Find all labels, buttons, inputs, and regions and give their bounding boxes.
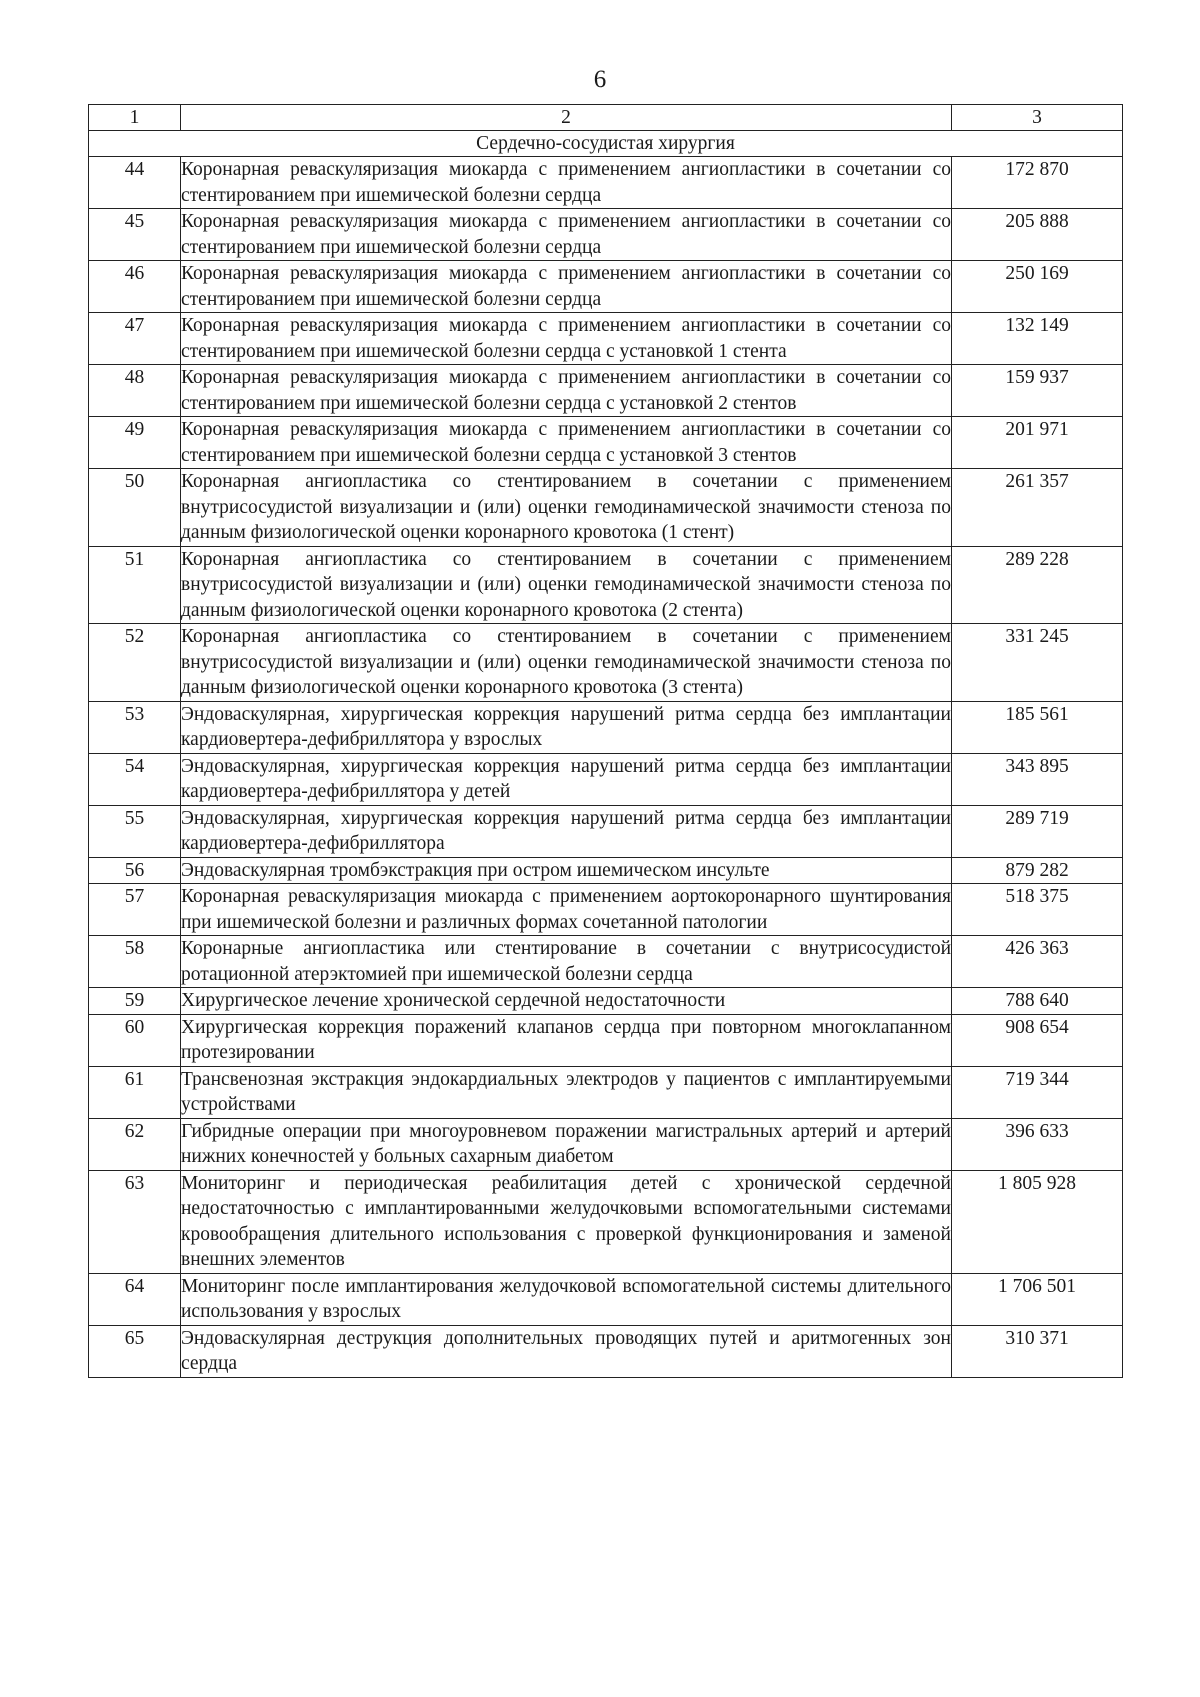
table-row <box>89 936 1123 988</box>
table-row <box>89 546 1123 624</box>
row-price: 1 805 928 <box>952 1170 1123 1273</box>
row-number: 55 <box>89 805 181 857</box>
table-body <box>89 105 1123 1378</box>
table-row <box>89 1014 1123 1066</box>
table-row <box>89 313 1123 365</box>
row-number: 47 <box>89 313 181 365</box>
row-number: 61 <box>89 1066 181 1118</box>
row-description: Мониторинг и периодическая реабилитация детей с хронической сердечной недостаточностью с имплантированными желудочковыми вспомогательными системами кровообращения длительного использования с проверкой функционирования и заменой внешних элементов <box>181 1170 952 1273</box>
header-row <box>89 105 1123 131</box>
row-price: 426 363 <box>952 936 1123 988</box>
table-row <box>89 469 1123 547</box>
table-row <box>89 261 1123 313</box>
row-price: 201 971 <box>952 417 1123 469</box>
table-row <box>89 1118 1123 1170</box>
row-number: 64 <box>89 1273 181 1325</box>
row-price: 879 282 <box>952 857 1123 884</box>
tariff-table <box>88 104 1123 1378</box>
row-price: 205 888 <box>952 209 1123 261</box>
table-row <box>89 365 1123 417</box>
row-description: Коронарные ангиопластика или стентирование в сочетании с внутрисосудистой ротационной атерэктомией при ишемической болезни сердца <box>181 936 952 988</box>
table-row <box>89 1066 1123 1118</box>
row-price: 185 561 <box>952 701 1123 753</box>
row-description: Коронарная реваскуляризация миокарда с применением ангиопластики в сочетании со стентированием при ишемической болезни сердца <box>181 261 952 313</box>
row-number: 54 <box>89 753 181 805</box>
row-description: Коронарная ангиопластика со стентированием в сочетании с применением внутрисосудистой визуализации и (или) оценки гемодинамической значимости стеноза по данным физиологической оценки коронарного кровотока (3 стента) <box>181 624 952 702</box>
row-description: Коронарная ангиопластика со стентированием в сочетании с применением внутрисосудистой визуализации и (или) оценки гемодинамической значимости стеноза по данным физиологической оценки коронарного кровотока (1 стент) <box>181 469 952 547</box>
row-description: Эндоваскулярная, хирургическая коррекция нарушений ритма сердца без имплантации кардиовертера-дефибриллятора у взрослых <box>181 701 952 753</box>
row-price: 132 149 <box>952 313 1123 365</box>
row-description: Эндоваскулярная деструкция дополнительных проводящих путей и аритмогенных зон сердца <box>181 1325 952 1377</box>
row-price: 719 344 <box>952 1066 1123 1118</box>
row-description: Коронарная реваскуляризация миокарда с применением ангиопластики в сочетании со стентированием при ишемической болезни сердца с установкой 2 стентов <box>181 365 952 417</box>
row-description: Коронарная реваскуляризация миокарда с применением ангиопластики в сочетании со стентированием при ишемической болезни сердца <box>181 157 952 209</box>
header-col-2: 2 <box>181 105 952 131</box>
row-number: 60 <box>89 1014 181 1066</box>
row-number: 57 <box>89 884 181 936</box>
row-description: Эндоваскулярная, хирургическая коррекция нарушений ритма сердца без имплантации кардиовертера-дефибриллятора у детей <box>181 753 952 805</box>
row-number: 56 <box>89 857 181 884</box>
table-row <box>89 701 1123 753</box>
row-price: 159 937 <box>952 365 1123 417</box>
table-row <box>89 1170 1123 1273</box>
row-number: 52 <box>89 624 181 702</box>
row-price: 289 228 <box>952 546 1123 624</box>
table-row <box>89 857 1123 884</box>
row-number: 50 <box>89 469 181 547</box>
table-row <box>89 753 1123 805</box>
page-number: 6 <box>593 66 607 93</box>
table-row <box>89 624 1123 702</box>
row-number: 65 <box>89 1325 181 1377</box>
row-price: 310 371 <box>952 1325 1123 1377</box>
table-row <box>89 1325 1123 1377</box>
row-number: 63 <box>89 1170 181 1273</box>
row-number: 46 <box>89 261 181 313</box>
row-number: 48 <box>89 365 181 417</box>
row-description: Мониторинг после имплантирования желудочковой вспомогательной системы длительного использования у взрослых <box>181 1273 952 1325</box>
row-description: Эндоваскулярная, хирургическая коррекция нарушений ритма сердца без имплантации кардиовертера-дефибриллятора <box>181 805 952 857</box>
table-row <box>89 417 1123 469</box>
row-number: 49 <box>89 417 181 469</box>
row-description: Гибридные операции при многоуровневом поражении магистральных артерий и артерий нижних конечностей у больных сахарным диабетом <box>181 1118 952 1170</box>
row-price: 396 633 <box>952 1118 1123 1170</box>
row-price: 788 640 <box>952 988 1123 1015</box>
row-description: Трансвенозная экстракция эндокардиальных электродов у пациентов с имплантируемыми устройствами <box>181 1066 952 1118</box>
row-price: 1 706 501 <box>952 1273 1123 1325</box>
row-number: 51 <box>89 546 181 624</box>
row-price: 172 870 <box>952 157 1123 209</box>
table-row <box>89 1273 1123 1325</box>
row-description: Коронарная ангиопластика со стентированием в сочетании с применением внутрисосудистой визуализации и (или) оценки гемодинамической значимости стеноза по данным физиологической оценки коронарного кровотока (2 стента) <box>181 546 952 624</box>
table-row <box>89 157 1123 209</box>
row-price: 261 357 <box>952 469 1123 547</box>
header-col-3: 3 <box>952 105 1123 131</box>
row-number: 45 <box>89 209 181 261</box>
table-row <box>89 805 1123 857</box>
row-price: 343 895 <box>952 753 1123 805</box>
row-price: 331 245 <box>952 624 1123 702</box>
row-description: Хирургическое лечение хронической сердечной недостаточности <box>181 988 952 1015</box>
row-number: 62 <box>89 1118 181 1170</box>
header-col-1: 1 <box>89 105 181 131</box>
row-number: 59 <box>89 988 181 1015</box>
row-price: 289 719 <box>952 805 1123 857</box>
table-row <box>89 209 1123 261</box>
table-row <box>89 884 1123 936</box>
row-number: 58 <box>89 936 181 988</box>
row-number: 53 <box>89 701 181 753</box>
row-price: 518 375 <box>952 884 1123 936</box>
row-description: Эндоваскулярная тромбэкстракция при остром ишемическом инсульте <box>181 857 952 884</box>
row-number: 44 <box>89 157 181 209</box>
section-title: Сердечно-сосудистая хирургия <box>89 131 1123 157</box>
row-price: 908 654 <box>952 1014 1123 1066</box>
section-row <box>89 131 1123 157</box>
row-description: Коронарная реваскуляризация миокарда с применением ангиопластики в сочетании со стентированием при ишемической болезни сердца <box>181 209 952 261</box>
row-price: 250 169 <box>952 261 1123 313</box>
row-description: Хирургическая коррекция поражений клапанов сердца при повторном многоклапанном протезировании <box>181 1014 952 1066</box>
row-description: Коронарная реваскуляризация миокарда с применением аортокоронарного шунтирования при ишемической болезни и различных формах сочетанной патологии <box>181 884 952 936</box>
table-row <box>89 988 1123 1015</box>
row-description: Коронарная реваскуляризация миокарда с применением ангиопластики в сочетании со стентированием при ишемической болезни сердца с установкой 1 стента <box>181 313 952 365</box>
row-description: Коронарная реваскуляризация миокарда с применением ангиопластики в сочетании со стентированием при ишемической болезни сердца с установкой 3 стентов <box>181 417 952 469</box>
